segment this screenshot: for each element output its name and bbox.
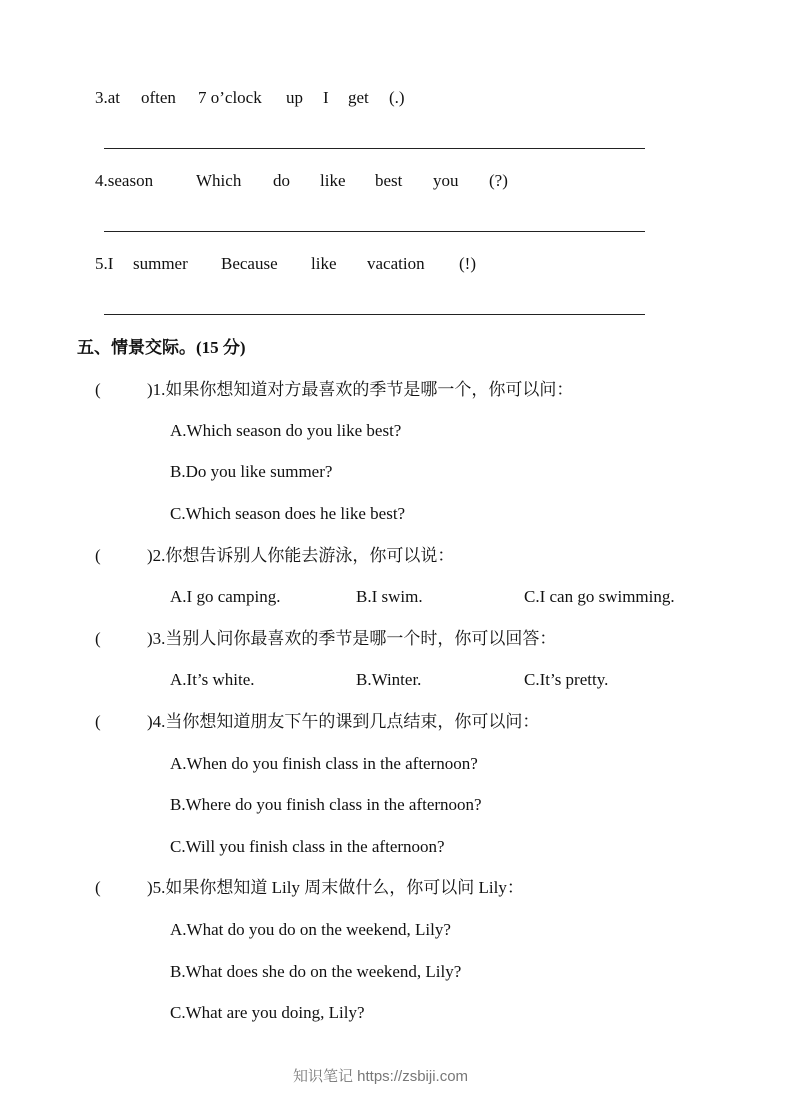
option-c: C.It’s pretty.	[524, 670, 609, 689]
option-a: A.Which season do you like best?	[170, 421, 402, 440]
answer-line[interactable]	[104, 314, 645, 315]
question-prompt: )3.当别人问你最喜欢的季节是哪一个时，你可以回答：	[147, 629, 557, 648]
option-b: B.Winter.	[356, 670, 422, 689]
word: often	[141, 88, 176, 107]
word: you	[433, 171, 459, 190]
option-a: A.What do you do on the weekend, Lily?	[170, 920, 451, 939]
word: Which	[196, 171, 242, 190]
option-b: B.What does she do on the weekend, Lily?	[170, 962, 462, 981]
option-a: A.I go camping.	[170, 587, 281, 606]
answer-bracket[interactable]: (	[95, 546, 101, 565]
word: (.)	[389, 88, 405, 107]
answer-bracket[interactable]: (	[95, 380, 101, 399]
item-number: 5.I	[95, 254, 114, 273]
word: get	[348, 88, 369, 107]
question-prompt: )4.当你想知道朋友下午的课到几点结束，你可以问：	[147, 712, 540, 731]
option-b: B.I swim.	[356, 587, 423, 606]
word: I	[323, 88, 329, 107]
word: (!)	[459, 254, 476, 273]
word: (?)	[489, 171, 508, 190]
option-c: C.Which season does he like best?	[170, 504, 406, 523]
option-a: A.When do you finish class in the afternoon?	[170, 754, 478, 773]
word: like	[320, 171, 346, 190]
item-number: 3.at	[95, 88, 121, 107]
option-c: C.What are you doing, Lily?	[170, 1003, 365, 1022]
answer-line[interactable]	[104, 148, 645, 149]
item-number: 4.season	[95, 171, 154, 190]
word: do	[273, 171, 290, 190]
word: 7 o’clock	[198, 88, 262, 107]
word: Because	[221, 254, 278, 273]
word: vacation	[367, 254, 425, 273]
option-c: C.Will you finish class in the afternoon?	[170, 837, 445, 856]
question-prompt: )5.如果你想知道 Lily 周末做什么，你可以问 Lily：	[147, 878, 524, 897]
answer-bracket[interactable]: (	[95, 629, 101, 648]
question-prompt: )2.你想告诉别人你能去游泳，你可以说：	[147, 546, 455, 565]
footer-watermark: 知识笔记 https://zsbiji.com	[293, 1068, 469, 1085]
option-c: C.I can go swimming.	[524, 587, 675, 606]
section-title: 五、情景交际。(15 分)	[77, 338, 246, 357]
word: best	[375, 171, 403, 190]
answer-line[interactable]	[104, 231, 645, 232]
option-b: B.Do you like summer?	[170, 462, 333, 481]
option-a: A.It’s white.	[170, 670, 255, 689]
word: like	[311, 254, 337, 273]
word: up	[286, 88, 303, 107]
word: summer	[133, 254, 188, 273]
question-prompt: )1.如果你想知道对方最喜欢的季节是哪一个，你可以问：	[147, 380, 574, 399]
answer-bracket[interactable]: (	[95, 878, 101, 897]
answer-bracket[interactable]: (	[95, 712, 101, 731]
option-b: B.Where do you finish class in the afternoon?	[170, 795, 482, 814]
